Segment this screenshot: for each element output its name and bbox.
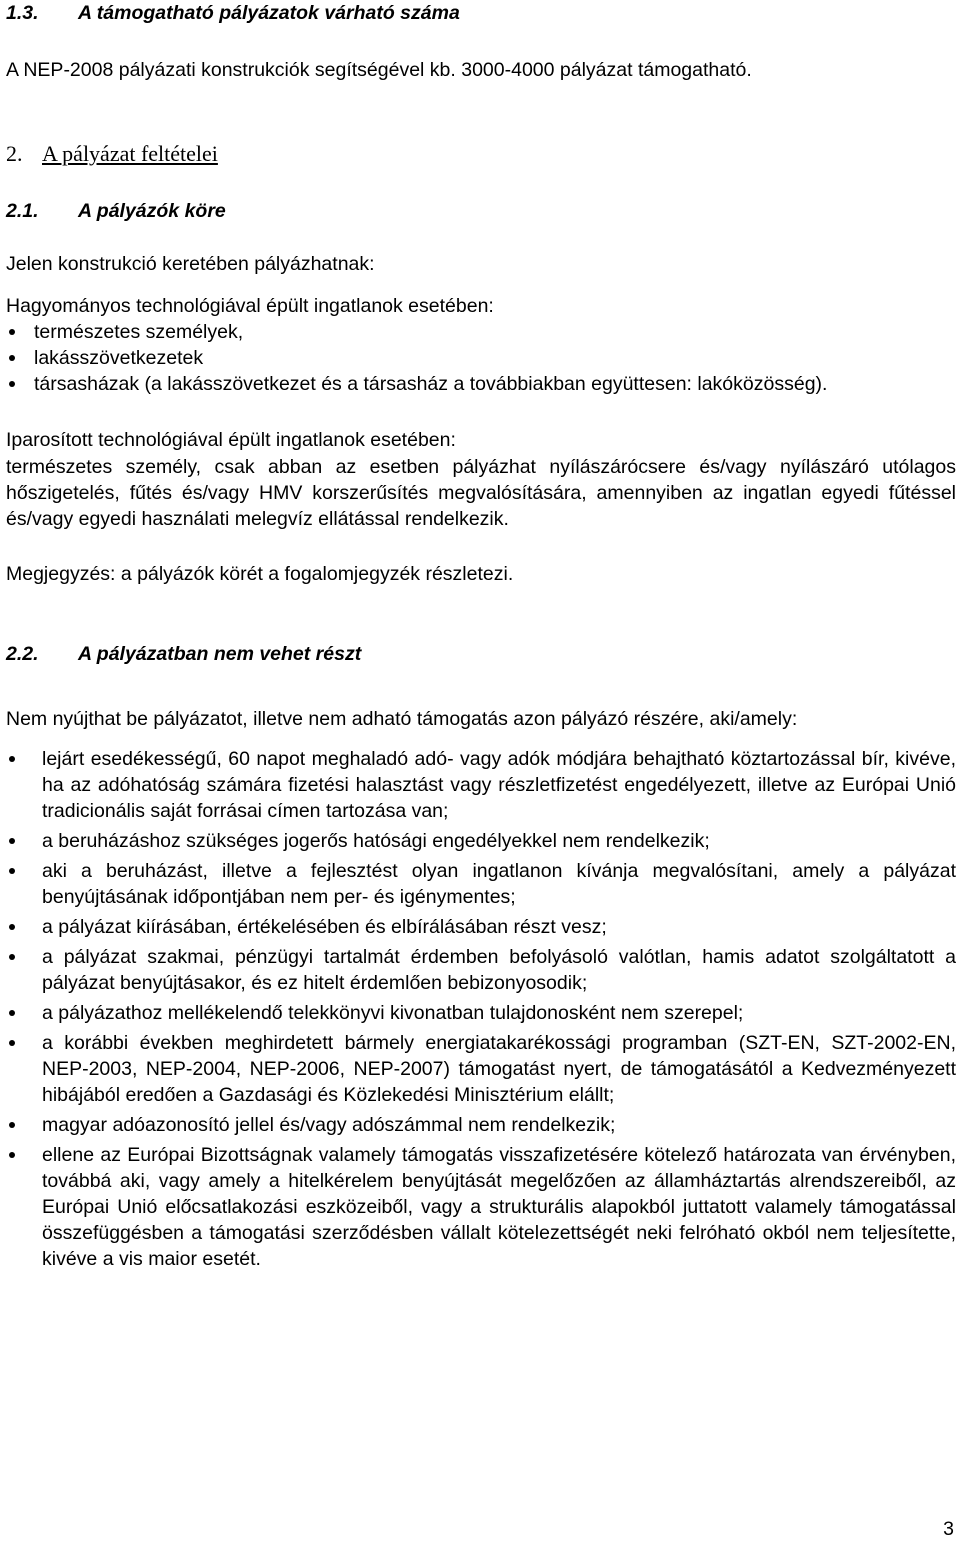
bullet-icon (9, 868, 15, 874)
bullet-icon (9, 1122, 15, 1128)
page-number: 3 (943, 1518, 954, 1540)
bullet-icon (9, 756, 15, 762)
section-2-1-intro: Jelen konstrukció keretében pályázhatnak: (6, 253, 375, 275)
list-item-text: a beruházáshoz szükséges jogerős hatósági engedélyekkel nem rendelkezik; (42, 830, 710, 852)
section-number: 2.2. (6, 643, 39, 665)
section-title: A pályázatban nem vehet részt (78, 643, 362, 665)
bullet-icon (9, 1040, 15, 1046)
bullet-icon (9, 329, 15, 335)
section-2-2-heading (6, 641, 956, 667)
bullet-icon (9, 355, 15, 361)
section-2-1-note: Megjegyzés: a pályázók körét a fogalomjegyzék részletezi. (6, 563, 514, 585)
list-item-text: természetes személyek, (34, 321, 244, 343)
list-item (6, 345, 956, 371)
section-number: 2.1. (6, 200, 39, 222)
traditional-heading: Hagyományos technológiával épült ingatlanok esetében: (6, 295, 494, 317)
section-title: A pályázat feltételei (42, 141, 218, 166)
list-item-text: társasházak (a lakásszövetkezet és a társasház a továbbiakban együttesen: lakóközösség). (34, 373, 828, 395)
list-item (6, 319, 956, 345)
list-item-text: a pályázat szakmai, pénzügyi tartalmát érdemben befolyásoló valótlan, hamis adatot szolgáltatott a pályázat benyújtásakor, és ez hitelt érdemlően bebizonyosodik; (42, 946, 956, 994)
traditional-list (6, 319, 956, 397)
industrial-heading: Iparosított technológiával épült ingatlanok esetében: (6, 429, 456, 451)
bullet-icon (9, 1010, 15, 1016)
list-item-text: magyar adóazonosító jellel és/vagy adószámmal nem rendelkezik; (42, 1114, 616, 1136)
list-item-text: a pályázat kiírásában, értékelésében és elbírálásában részt vesz; (42, 916, 607, 938)
list-item-text: lakásszövetkezetek (34, 347, 204, 369)
section-number: 2. (6, 141, 23, 166)
list-item-text: a pályázathoz mellékelendő telekkönyvi kivonatban tulajdonosként nem szerepel; (42, 1002, 744, 1024)
list-item-text: lejárt esedékességű, 60 napot meghaladó adó- vagy adók módjára behajtható köztartozással bír, kivéve, ha az adóhatóság számára fizetési halasztást vagy részletfizetést engedélyezett, illetve az Európai Unió tradicionális saját forrásai címen tartozása van; (42, 748, 956, 822)
section-1-3-text: A NEP-2008 pályázati konstrukciók segítségével kb. 3000-4000 pályázat támogatható. (6, 59, 752, 81)
section-number: 1.3. (6, 2, 39, 24)
section-2-heading (6, 141, 956, 167)
bullet-icon (9, 381, 15, 387)
section-2-1-heading (6, 198, 956, 224)
section-title: A pályázók köre (78, 200, 226, 222)
bullet-icon (9, 838, 15, 844)
list-item (6, 1112, 956, 1138)
section-2-2-intro: Nem nyújthat be pályázatot, illetve nem adható támogatás azon pályázó részére, aki/amely: (6, 708, 798, 730)
section-1-3-heading (6, 0, 956, 26)
list-item-text: ellene az Európai Bizottságnak valamely támogatás visszafizetésére kötelező határozata van érvényben, továbbá aki, vagy amely a hitelkérelem benyújtását megelőzően az államháztartás alrendszereiből, az Európai Unió előcsatlakozási eszközeiből, vagy a strukturális alapokból juttatott valamely támogatással összefüggésben a támogatási szerződésben vállalt kötelezettségét neki felróható okból nem teljesítette, kivéve a vis maior esetét. (42, 1144, 956, 1270)
list-item (6, 371, 956, 397)
list-item (6, 1000, 956, 1026)
list-item (6, 1030, 956, 1108)
list-item-text: a korábbi években meghirdetett bármely energiatakarékossági programban (SZT-EN, SZT-2002-EN, NEP-2003, NEP-2004, NEP-2006, NEP-2007) támogatást nyert, de támogatásától a Kedvezményezett hibájából eredően a Gazdasági és Közlekedési Minisztérium elállt; (42, 1032, 956, 1106)
section-title: A támogatható pályázatok várható száma (78, 2, 460, 24)
list-item (6, 944, 956, 996)
list-item (6, 1142, 956, 1272)
list-item (6, 828, 956, 854)
list-item (6, 914, 956, 940)
bullet-icon (9, 924, 15, 930)
list-item (6, 858, 956, 910)
industrial-text: természetes személy, csak abban az esetben pályázhat nyílászárócsere és/vagy nyílászáró utólagos hőszigetelés, fűtés és/vagy HMV korszerűsítés megvalósítására, amennyiben az ingatlan egyedi fűtéssel és/vagy egyedi használati melegvíz ellátással rendelkezik. (6, 456, 956, 530)
bullet-icon (9, 954, 15, 960)
bullet-icon (9, 1152, 15, 1158)
list-item (6, 746, 956, 824)
list-item-text: aki a beruházást, illetve a fejlesztést olyan ingatlanon kívánja megvalósítani, amely a pályázat benyújtásának időpontjában nem per- és igénymentes; (42, 860, 956, 908)
exclusion-list (6, 746, 956, 1272)
